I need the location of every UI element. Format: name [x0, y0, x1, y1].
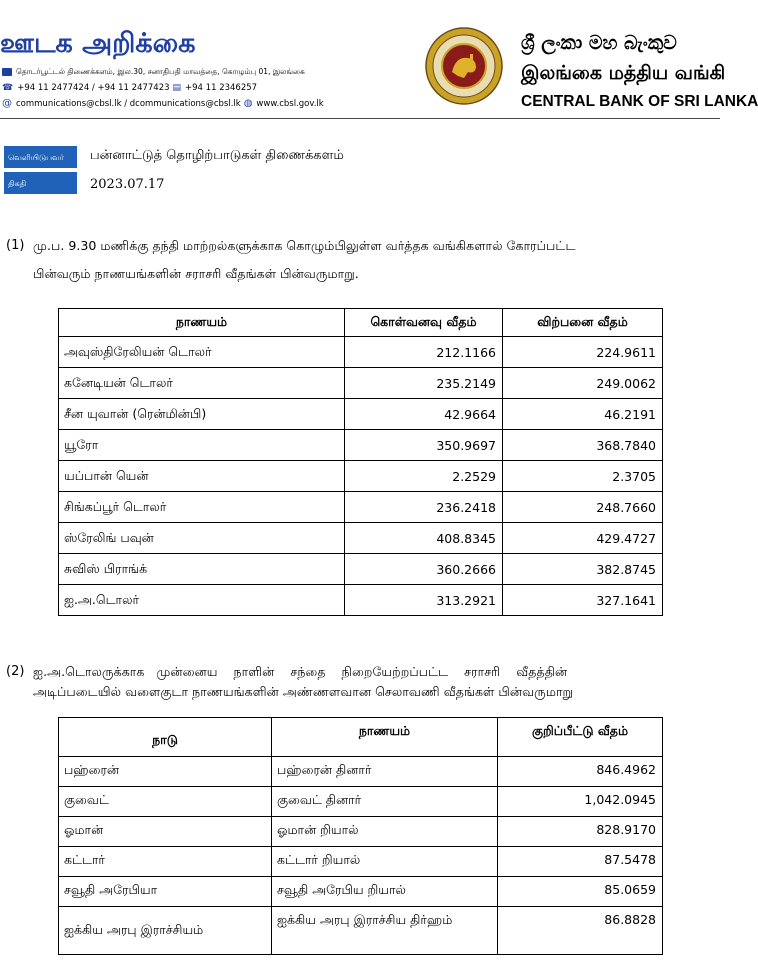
date-label: திகதி: [4, 172, 77, 194]
table-row: [59, 585, 663, 616]
currency-cell: ஐக்கிய அரபு இராச்சிய திர்ஹம்: [272, 907, 498, 955]
email-addresses[interactable]: communications@cbsl.lk / dcommunications@cbsl.lk: [16, 99, 241, 109]
buying-rate-cell: 236.2418: [345, 492, 503, 523]
currency-cell: யப்பான் யென்: [59, 461, 345, 492]
fax-number: +94 11 2346257: [185, 83, 258, 93]
buying-rate-cell: 408.8345: [345, 523, 503, 554]
table-row: [59, 757, 663, 787]
currency-cell: சுவிஸ் பிராங்க்: [59, 554, 345, 585]
col-currency: நாணயம்: [272, 718, 498, 757]
selling-rate-cell: 368.7840: [503, 430, 663, 461]
currency-cell: குவைட் தினார்: [272, 787, 498, 817]
table-row: [59, 877, 663, 907]
col-country: நாடு: [59, 718, 272, 757]
buying-rate-cell: 212.1166: [345, 337, 503, 368]
col-currency: நாணயம்: [59, 309, 345, 337]
issued-by-label: வெளியிடுபவர்: [4, 146, 77, 168]
indicative-rate-cell: 86.8828: [498, 907, 663, 955]
country-cell: கட்டார்: [59, 847, 272, 877]
website-link[interactable]: www.cbsl.gov.lk: [256, 99, 324, 109]
buying-rate-cell: 313.2921: [345, 585, 503, 616]
indicative-rate-cell: 87.5478: [498, 847, 663, 877]
selling-rate-cell: 248.7660: [503, 492, 663, 523]
table-row: [59, 787, 663, 817]
currency-cell: சிங்கப்பூர் டொலர்: [59, 492, 345, 523]
currency-cell: யூரோ: [59, 430, 345, 461]
table-row: [59, 847, 663, 877]
gulf-currency-table: [58, 717, 663, 955]
header-divider: [0, 118, 720, 119]
currency-cell: ஐ.அ.டொலர்: [59, 585, 345, 616]
section2-number: (2): [6, 664, 25, 679]
address-text: தொடர்பூட்டல் திணைக்களம், இல.30, சனாதிபதி மாவத்தை, கொழும்பு 01, இலங்கை: [16, 67, 305, 76]
country-cell: ஐக்கிய அரபு இராச்சியம்: [59, 907, 272, 955]
indicative-rate-cell: 828.9170: [498, 817, 663, 847]
exchange-rate-table: [58, 308, 663, 616]
table-row: [59, 399, 663, 430]
buying-rate-cell: 42.9664: [345, 399, 503, 430]
selling-rate-cell: 46.2191: [503, 399, 663, 430]
buying-rate-cell: 2.2529: [345, 461, 503, 492]
document-title: ஊடக அறிக்கை: [0, 28, 196, 59]
country-cell: ஓமான்: [59, 817, 272, 847]
table-row: [59, 461, 663, 492]
col-selling-rate: விற்பனை வீதம்: [503, 309, 663, 337]
table-row: [59, 554, 663, 585]
central-bank-seal: [424, 26, 504, 106]
table-row: [59, 492, 663, 523]
table-row: [59, 817, 663, 847]
email-line: [2, 99, 324, 109]
indicative-rate-cell: 1,042.0945: [498, 787, 663, 817]
table-row: [59, 907, 663, 955]
selling-rate-cell: 382.8745: [503, 554, 663, 585]
section2-line2: அடிப்படையில் வளைகுடா நாணயங்களின் அண்ணளவான செலாவணி வீதங்கள் பின்வருமாறு: [33, 684, 574, 699]
selling-rate-cell: 429.4727: [503, 523, 663, 554]
table-row: [59, 368, 663, 399]
table-header-row: [59, 309, 663, 337]
indicative-rate-cell: 85.0659: [498, 877, 663, 907]
section1-line2: பின்வரும் நாணயங்களின் சராசரி வீதங்கள் பின்வருமாறு.: [33, 266, 359, 281]
bank-name-english: CENTRAL BANK OF SRI LANKA: [521, 93, 758, 110]
buying-rate-cell: 360.2666: [345, 554, 503, 585]
table-row: [59, 430, 663, 461]
selling-rate-cell: 249.0062: [503, 368, 663, 399]
phone-numbers: +94 11 2477424 / +94 11 2477423: [17, 83, 170, 93]
currency-cell: சீன யுவான் (ரென்மின்பி): [59, 399, 345, 430]
table-row: [59, 337, 663, 368]
section1-line1: மு.ப. 9.30 மணிக்கு தந்தி மாற்றல்களுக்காக கொழும்பிலுள்ள வர்த்தக வங்கிகளால் கோரப்பட்ட: [33, 238, 576, 253]
fax-icon: ▤: [172, 83, 182, 93]
currency-cell: ஓமான் றியால்: [272, 817, 498, 847]
section1-number: (1): [6, 238, 25, 253]
bank-name-tamil: இலங்கை மத்திய வங்கி: [521, 62, 726, 84]
buying-rate-cell: 235.2149: [345, 368, 503, 399]
country-cell: சவூதி அரேபியா: [59, 877, 272, 907]
table-header-row: [59, 718, 663, 757]
currency-cell: கட்டார் றியால்: [272, 847, 498, 877]
country-cell: குவைட்: [59, 787, 272, 817]
section2-line1: ஐ.அ.டொலருக்காக முன்னைய நாளின் சந்தை நிறையேற்றப்பட்ட சராசரி வீதத்தின்: [33, 664, 568, 679]
phone-line: [2, 83, 257, 93]
globe-icon: ◍: [243, 98, 253, 109]
col-indicative-rate: குறிப்பீட்டு வீதம்: [498, 718, 663, 757]
issued-by-value: பன்னாட்டுத் தொழிற்பாடுகள் திணைக்களம்: [90, 148, 344, 163]
address-line: [2, 67, 305, 77]
country-cell: பஹ்ரைன்: [59, 757, 272, 787]
col-buying-rate: கொள்வனவு வீதம்: [345, 309, 503, 337]
table-row: [59, 523, 663, 554]
currency-cell: அவுஸ்திரேலியன் டொலர்: [59, 337, 345, 368]
selling-rate-cell: 327.1641: [503, 585, 663, 616]
date-value: 2023.07.17: [90, 177, 165, 192]
bank-name-sinhala: ශ්‍රී ලංකා මහ බැංකුව: [521, 32, 677, 54]
currency-cell: சவூதி அரேபிய றியால்: [272, 877, 498, 907]
buying-rate-cell: 350.9697: [345, 430, 503, 461]
currency-cell: ஸ்ரேலிங் பவுன்: [59, 523, 345, 554]
indicative-rate-cell: 846.4962: [498, 757, 663, 787]
currency-cell: பஹ்ரைன் தினார்: [272, 757, 498, 787]
selling-rate-cell: 2.3705: [503, 461, 663, 492]
currency-cell: கனேடியன் டொலர்: [59, 368, 345, 399]
at-icon: @: [2, 98, 12, 109]
phone-icon: ☎: [2, 83, 14, 93]
selling-rate-cell: 224.9611: [503, 337, 663, 368]
mail-icon: [2, 68, 12, 76]
